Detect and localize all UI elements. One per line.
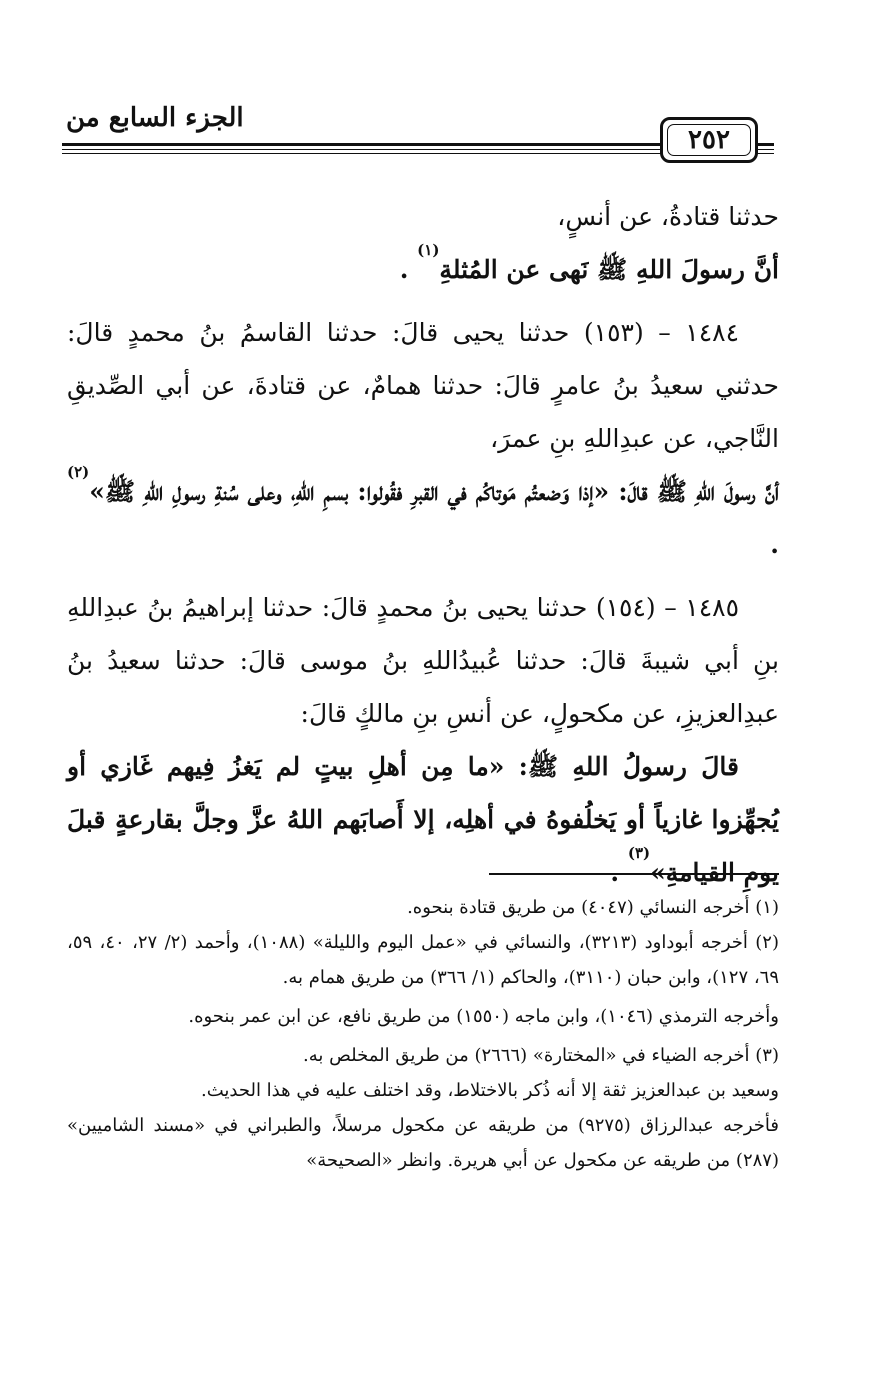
hadith-text xyxy=(67,740,779,899)
footnote-1: (١) أخرجه النسائي (٤٠٤٧) من طريق قتادة بنحوه. xyxy=(407,897,779,918)
footnote-ref[interactable]: (٣) xyxy=(627,844,651,862)
hadith-chain: ١٤٨٥ – (١٥٤) حدثنا يحيى بنُ محمدٍ قالَ: حدثنا إبراهيمُ بنُ عبدِاللهِ بنِ أبي شيبةَ قالَ: حدثنا عُبيدُاللهِ بنُ موسى قالَ: حدثنا سعيدُ بنُ عبدِالعزيزِ، عن مكحولٍ، عن أنسِ بنِ مالكٍ قالَ: xyxy=(67,593,779,728)
footnote-2: (٢) أخرجه أبوداود (٣٢١٣)، والنسائي في «عمل اليوم والليلة» (١٠٨٨)، وأحمد (٢/ ٢٧، ٤٠، ٥٩، ٦٩، ١٢٧)، وابن حبان (٣١١٠)، والحاكم (١/ ٣٦٦) من طريق همام به. xyxy=(67,932,779,988)
main-text xyxy=(67,190,779,899)
hadith-text xyxy=(67,243,779,296)
page-number-frame xyxy=(660,117,758,163)
footnote-separator xyxy=(489,873,779,875)
page-header xyxy=(62,95,782,165)
hadith-body: أنَّ رسولَ اللهِ ﷺ نَهى عن المُثلةِ xyxy=(439,255,779,284)
hadith-period: . xyxy=(770,530,779,559)
hadith-period: . xyxy=(399,255,409,284)
hadith-text xyxy=(67,465,779,571)
isnad-continuation: حدثنا قتادةُ، عن أنسٍ، xyxy=(557,202,779,231)
footnote-3-continuation: فأخرجه عبدالرزاق (٩٢٧٥) من طريقه عن مكحول مرسلاً، والطبراني في «مسند الشاميين» (٢٨٧) من طريقه عن مكحول عن أبي هريرة. وانظر «الصحيحة» xyxy=(67,1115,779,1171)
footnote-ref[interactable]: (٢) xyxy=(67,463,90,481)
footnote-2-continuation: وأخرجه الترمذي (١٠٤٦)، وابن ماجه (١٥٥٠) من طريق نافع، عن ابن عمر بنحوه. xyxy=(188,1006,779,1027)
running-title: الجزء السابع من xyxy=(66,103,244,133)
footnote-3-continuation: وسعيد بن عبدالعزيز ثقة إلا أنه ذُكر بالاختلاط، وقد اختلف عليه في هذا الحديث. xyxy=(200,1080,779,1101)
footnote-ref[interactable]: (١) xyxy=(417,241,440,259)
page-number: ٢٥٢ xyxy=(688,125,730,155)
hadith-chain: ١٤٨٤ – (١٥٣) حدثنا يحيى قالَ: حدثنا القاسمُ بنُ محمدٍ قالَ: حدثني سعيدُ بنُ عامرٍ قالَ: حدثنا همامٌ، عن قتادةَ، عن أبي الصِّديقِ النَّاجي، عن عبدِاللهِ بنِ عمرَ، xyxy=(67,318,779,453)
hadith-period: . xyxy=(610,858,620,887)
hadith-body: قالَ رسولُ اللهِ ﷺ: «ما مِن أهلِ بيتٍ لم يَغزُ فِيهم غَازي أو يُجهِّزوا غازياً أو يَخلُفوهُ في أهلِه، إلا أَصابَهم اللهُ عزَّ وجلَّ بقارعةٍ قبلَ يومِ القيامةِ» xyxy=(67,752,779,887)
footnote-3: (٣) أخرجه الضياء في «المختارة» (٢٦٦٦) من طريق المخلص به. xyxy=(303,1045,779,1066)
footnotes xyxy=(67,890,779,1178)
hadith-body: أنَّ رسولَ اللهِ ﷺ قالَ: «إذا وَضعتُم مَوتاكُم في القبرِ فقُولوا: بسمِ اللهِ، وعلى سُنةِ رسولِ اللهِ ﷺ» xyxy=(89,477,779,506)
